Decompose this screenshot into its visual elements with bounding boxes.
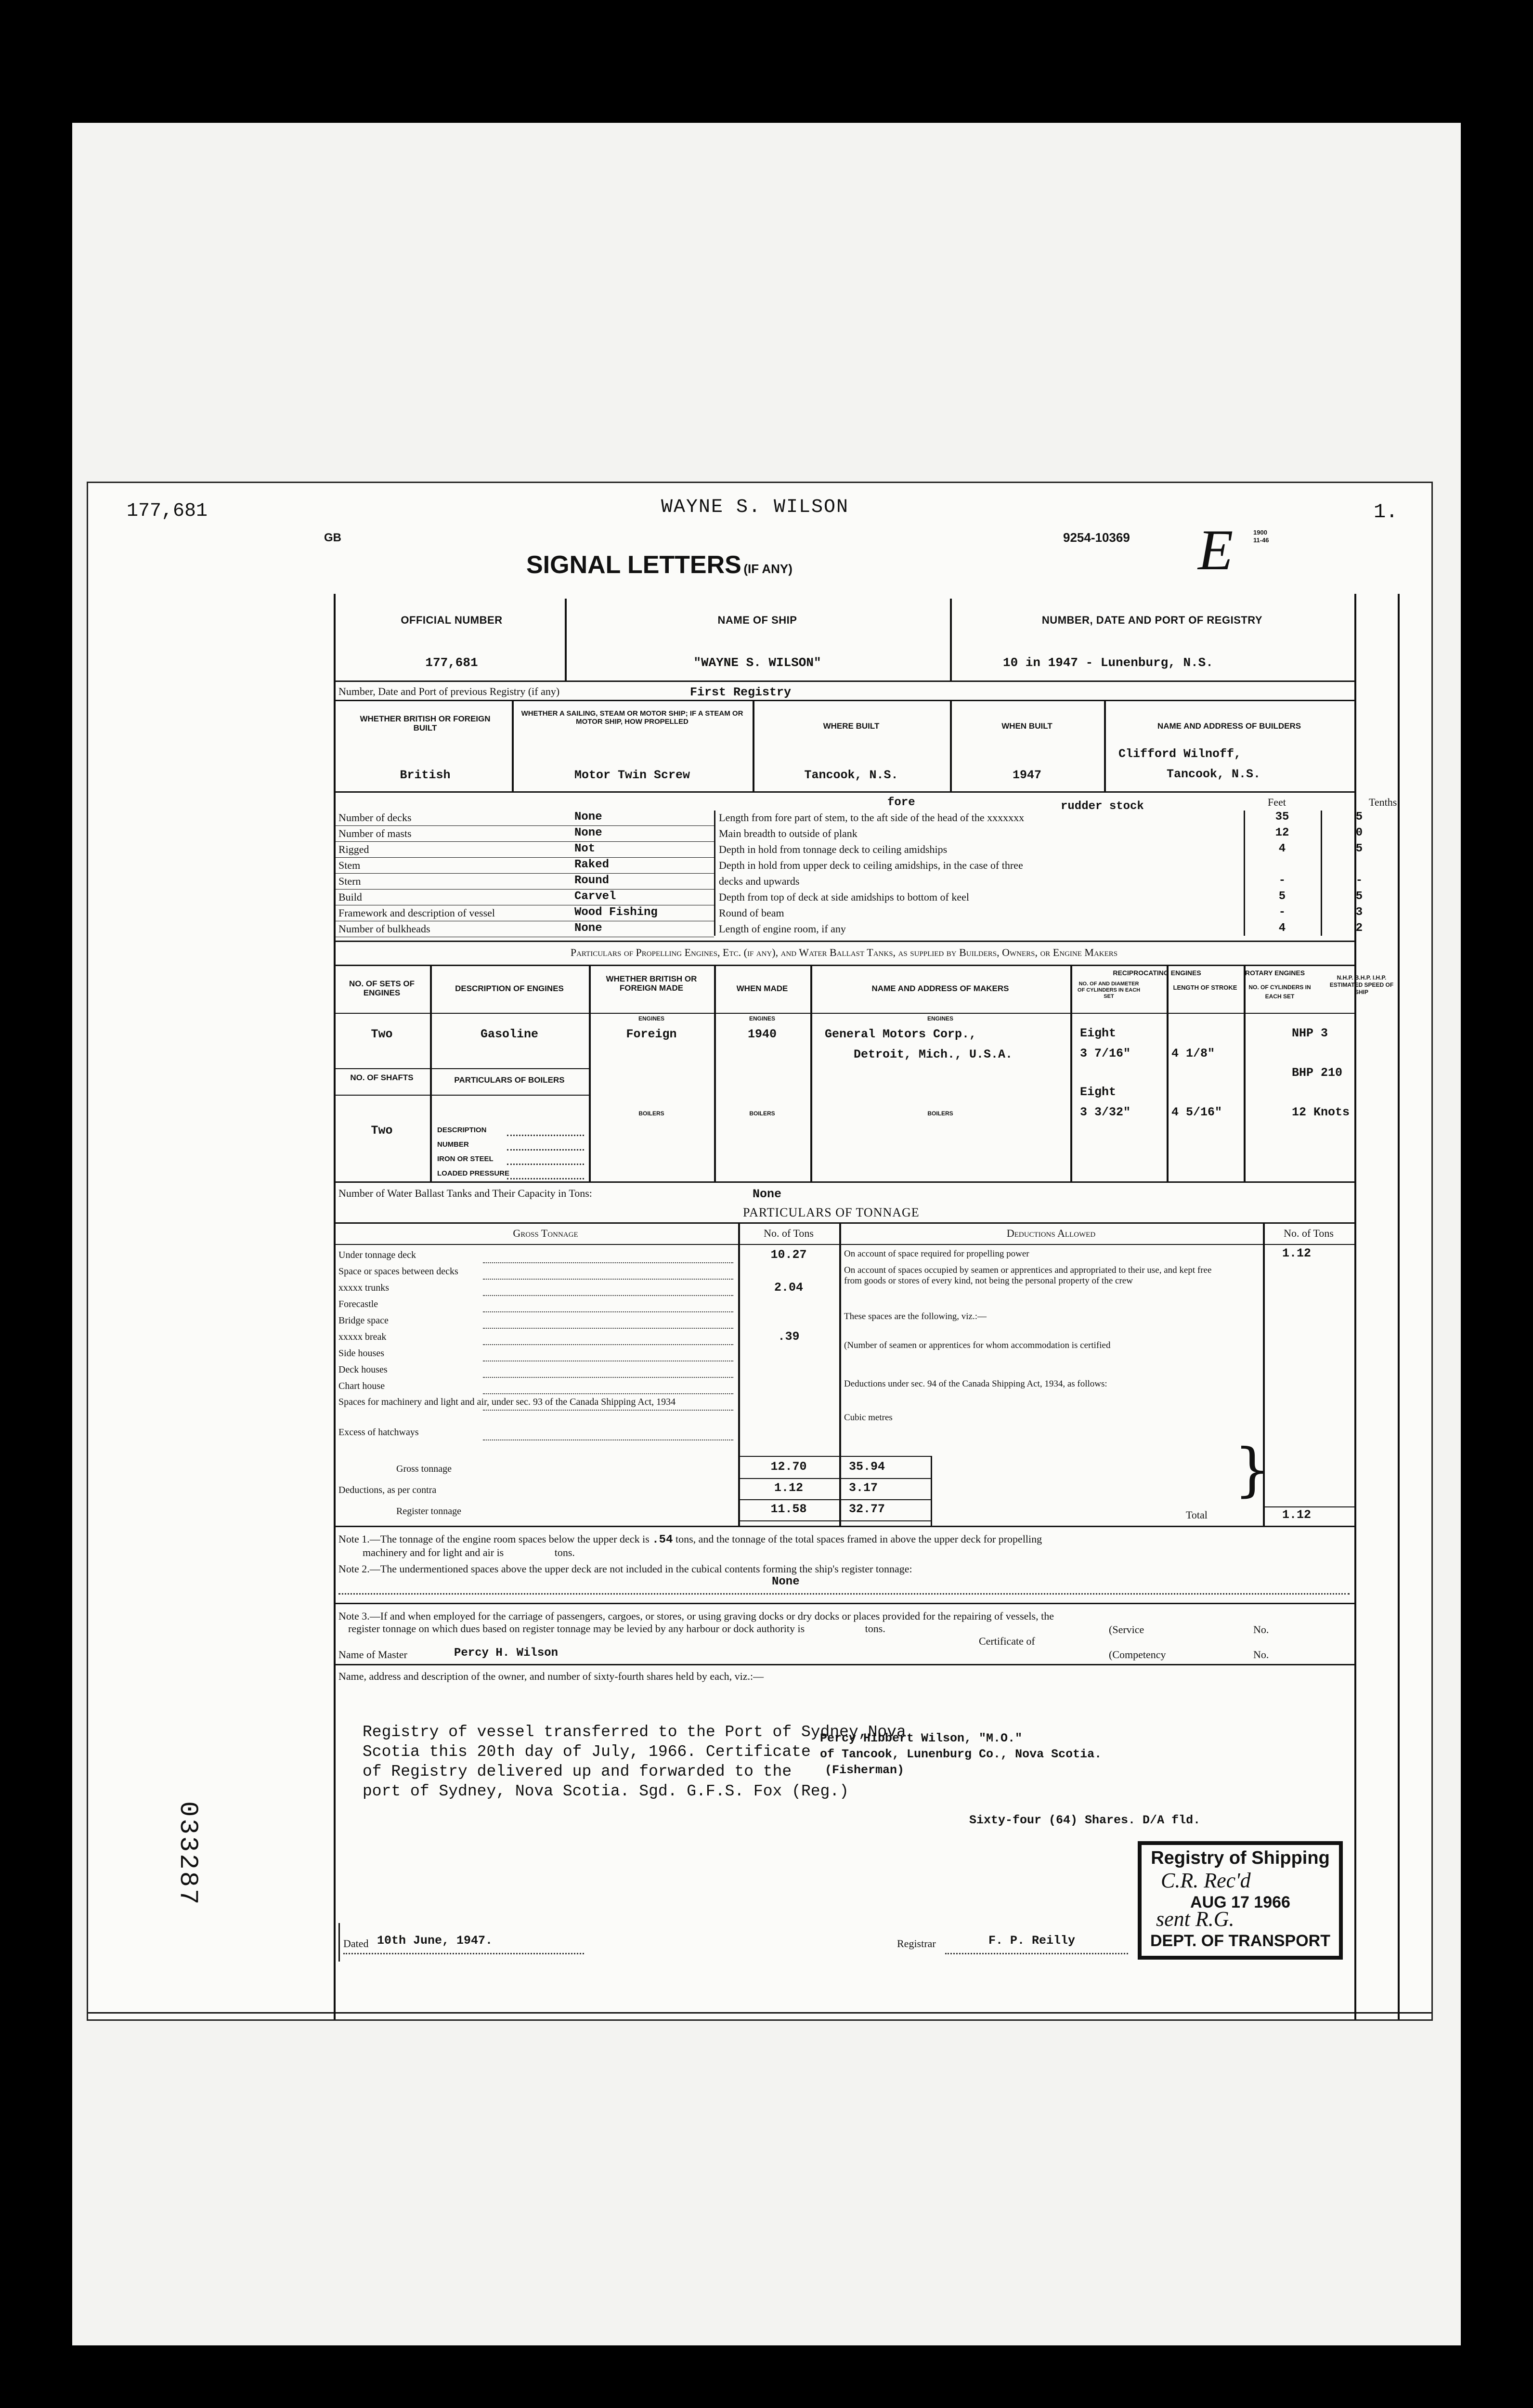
rule: [753, 700, 754, 791]
note-1-text-b: tons, and the tonnage of the total spaces framed in above the upper deck for propelling: [675, 1533, 1042, 1545]
particular-label: Stem: [338, 859, 361, 871]
engine-when-value: 1940: [747, 1027, 777, 1041]
rule: [334, 1095, 589, 1096]
note-2: Note 2.—The undermentioned spaces above the upper deck are not included in the cubical contents forming the ship's register tonnage:: [338, 1563, 912, 1575]
competency-no: No.: [1253, 1649, 1269, 1661]
water-ballast-label: Number of Water Ballast Tanks and Their Capacity in Tons:: [338, 1187, 592, 1199]
summary-cubic: 32.77: [849, 1502, 885, 1516]
rule: [334, 1068, 589, 1069]
particular-value: Carvel: [574, 890, 616, 903]
stamp-line-4: sent R.G.: [1156, 1907, 1234, 1931]
boilers-label: PARTICULARS OF BOILERS: [454, 1075, 565, 1085]
gross-row-value: 2.04: [774, 1281, 803, 1295]
rule: [512, 700, 514, 791]
rule: [334, 1181, 1354, 1183]
engines-tag: ENGINES: [927, 1015, 953, 1022]
rule: [589, 965, 591, 1181]
when-built-label: WHEN BUILT: [1001, 721, 1052, 731]
page-number: 1.: [1374, 500, 1398, 523]
gross-row-label: Excess of hatchways: [338, 1427, 419, 1438]
gross-row-label: Spaces for machinery and light and air, under sec. 93 of the Canada Shipping Act, 1934: [338, 1397, 676, 1407]
measurement-feet: 12: [1275, 826, 1289, 839]
measurement-feet: -: [1278, 874, 1286, 887]
service-label: (Service: [1109, 1623, 1144, 1636]
rule: [839, 1222, 841, 1526]
rule: [507, 1178, 584, 1179]
rule: [483, 1328, 733, 1329]
particular-label: Build: [338, 891, 362, 903]
owner-line: Percy Hibbert Wilson, "M.O.": [820, 1731, 1023, 1745]
engines-section-title: Particulars of Propelling Engines, Etc. (if any), and Water Ballast Tanks, as supplied by Builders, Owners, or Engine Makers: [570, 946, 1118, 958]
official-number-label: OFFICIAL NUMBER: [401, 614, 503, 626]
note-3: [338, 1610, 1350, 1635]
rule: [334, 1222, 1354, 1224]
rule: [738, 1520, 931, 1521]
gross-tonnage-header: Gross Tonnage: [513, 1227, 578, 1239]
rule: [430, 965, 432, 1181]
gross-row-label: Chart house: [338, 1381, 385, 1391]
tons-header: No. of Tons: [764, 1227, 814, 1239]
form-code: 9254-10369: [1063, 530, 1130, 545]
gross-row-value: 10.27: [770, 1248, 807, 1262]
deduction-line: These spaces are the following, viz.:—: [844, 1311, 987, 1322]
master-label: Name of Master: [338, 1649, 407, 1661]
rule: [738, 1478, 931, 1479]
frame-right-rule: [1354, 594, 1356, 2019]
registry-form-sheet: [87, 482, 1433, 2021]
ship-type-label: WHETHER A SAILING, STEAM OR MOTOR SHIP; IF A STEAM OR MOTOR SHIP, HOW PROPELLED: [521, 709, 743, 726]
boiler-row-label: NUMBER: [437, 1140, 469, 1149]
frame-far-right-rule: [1398, 594, 1400, 2019]
measurement-label: Main breadth to outside of plank: [719, 827, 857, 839]
rule: [88, 2012, 1431, 2014]
handwritten-letter: E: [1198, 518, 1234, 582]
transfer-line: Scotia this 20th day of July, 1966. Certificate: [363, 1743, 811, 1761]
feet-header: Feet: [1268, 796, 1286, 808]
measurement-feet: 35: [1275, 811, 1289, 824]
rule: [338, 1593, 1350, 1595]
summary-label: Register tonnage: [396, 1506, 461, 1517]
particular-value: Wood Fishing: [574, 906, 658, 919]
particular-label: Number of decks: [338, 811, 412, 824]
rule: [1263, 1506, 1354, 1507]
measurement-tenths: 2: [1355, 922, 1363, 935]
port-of-registry-label: NUMBER, DATE AND PORT OF REGISTRY: [1041, 614, 1263, 626]
note-1-value: .54: [652, 1533, 673, 1546]
when-built-value: 1947: [1012, 768, 1041, 782]
engines-tag: ENGINES: [638, 1015, 664, 1022]
measurement-label: Depth in hold from tonnage deck to ceiling amidships: [719, 843, 948, 855]
boiler-row-label: LOADED PRESSURE: [437, 1169, 510, 1178]
particular-label: Stern: [338, 875, 361, 887]
rule: [714, 965, 716, 1181]
master-value: Percy H. Wilson: [454, 1647, 559, 1660]
total-value: 1.12: [1282, 1508, 1312, 1522]
note-1: [338, 1533, 1350, 1559]
rule: [343, 1953, 584, 1954]
british-built-value: British: [400, 768, 451, 782]
summary-label: Gross tonnage: [396, 1464, 452, 1474]
measurement-tenths: 5: [1355, 811, 1363, 824]
engine-origin-value: Foreign: [626, 1027, 677, 1041]
rule: [483, 1295, 733, 1296]
engines-tag: ENGINES: [749, 1015, 775, 1022]
engine-maker-address: Detroit, Mich., U.S.A.: [854, 1047, 1013, 1061]
measurement-feet: -: [1278, 906, 1286, 919]
boilers-tag: BOILERS: [749, 1110, 775, 1117]
form-title: [526, 550, 792, 579]
deduction-line: Cubic metres: [844, 1413, 893, 1423]
rule: [334, 941, 1354, 942]
measurement-tenths: 5: [1355, 842, 1363, 855]
tons-header-right: No. of Tons: [1284, 1227, 1334, 1239]
reciprocating-label: RECIPROCATING ENGINES: [1113, 969, 1201, 977]
transfer-line: of Registry delivered up and forwarded to the: [363, 1763, 792, 1780]
measurement-feet: 5: [1278, 890, 1286, 903]
rule: [1104, 700, 1106, 791]
rule: [334, 791, 1354, 793]
rule: [334, 965, 1354, 966]
propelling-deduction-value: 1.12: [1282, 1246, 1312, 1260]
transfer-line: port of Sydney, Nova Scotia. Sgd. G.F.S. Fox (Reg.): [363, 1782, 849, 1800]
measurement-label: Depth in hold from upper deck to ceiling amidships, in the case of three: [719, 859, 1023, 871]
dated-label: Dated: [343, 1937, 369, 1950]
particular-value: None: [574, 811, 602, 824]
note-2-value: None: [772, 1575, 800, 1588]
total-label: Total: [1186, 1509, 1208, 1521]
engine-when-label: WHEN MADE: [736, 984, 788, 993]
form-code-small: 1900 11-46: [1253, 529, 1269, 544]
particular-label: Framework and description of vessel: [338, 907, 495, 919]
deductions-header: Deductions Allowed: [1006, 1227, 1096, 1239]
deduction-line: On account of spaces occupied by seamen or apprentices and appropriated to their use, and kept free from goods or stores of every kind, not being the personal property of the crew: [844, 1265, 1212, 1286]
gross-row-label: Space or spaces between decks: [338, 1266, 458, 1277]
rotary-label: ROTARY ENGINES: [1245, 969, 1305, 977]
rule: [334, 1603, 1354, 1604]
engine-sets-value: Two: [371, 1027, 393, 1041]
deduction-line: (Number of seamen or apprentices for whom accommodation is certified: [844, 1340, 1111, 1350]
measurement-label: decks and upwards: [719, 875, 800, 887]
top-left-number: 177,681: [127, 500, 208, 522]
note-3-text-c: tons.: [865, 1623, 885, 1635]
builders-label: NAME AND ADDRESS OF BUILDERS: [1157, 721, 1301, 731]
particular-label: Rigged: [338, 843, 369, 855]
frame-left-rule: [334, 594, 336, 2019]
ship-name-value: "WAYNE S. WILSON": [693, 655, 821, 670]
rudder-stock-note: rudder stock: [1061, 800, 1144, 813]
summary-cubic: 35.94: [849, 1460, 885, 1474]
water-ballast-value: None: [753, 1187, 782, 1201]
transfer-line: Registry of vessel transferred to the Port of Sydney,Nova: [363, 1723, 906, 1741]
note-1-text: Note 1.—The tonnage of the engine room spaces below the upper deck is: [338, 1533, 650, 1545]
measurement-label: Length of engine room, if any: [719, 923, 846, 935]
gross-row-value: .39: [778, 1330, 800, 1344]
rule: [334, 681, 1354, 682]
cylinders-label: NO. OF CYLINDERS IN EACH SET: [1248, 984, 1311, 1000]
official-number-value: 177,681: [425, 655, 478, 670]
competency-label: (Competency: [1109, 1649, 1166, 1661]
stroke-label: LENGTH OF STROKE: [1173, 984, 1237, 991]
where-built-value: Tancook, N.S.: [804, 768, 898, 782]
rule: [714, 811, 715, 936]
gross-row-label: Under tonnage deck: [338, 1250, 416, 1260]
rule: [565, 599, 567, 681]
rule: [334, 1664, 1354, 1665]
nhp-label: N.H.P. B.H.P. I.H.P. ESTIMATED SPEED OF SHIP: [1329, 974, 1394, 995]
builder-name: Clifford Wilnoff,: [1118, 747, 1242, 761]
gross-row-label: Forecastle: [338, 1299, 378, 1309]
measurement-tenths: 3: [1355, 906, 1363, 919]
rule: [483, 1279, 733, 1280]
engine-makers-label: NAME AND ADDRESS OF MAKERS: [871, 984, 1009, 993]
top-center-name: WAYNE S. WILSON: [661, 497, 849, 518]
tonnage-title: PARTICULARS OF TONNAGE: [743, 1205, 920, 1219]
rule: [483, 1377, 733, 1378]
boilers-tag: BOILERS: [927, 1110, 953, 1117]
particular-value: Round: [574, 874, 610, 887]
gross-row-label: xxxxx trunks: [338, 1283, 389, 1293]
rule: [483, 1344, 733, 1345]
measurement-tenths: -: [1355, 874, 1363, 887]
stamp-line-5: DEPT. OF TRANSPORT: [1150, 1932, 1331, 1950]
rule: [738, 1499, 931, 1500]
previous-registry-label: Number, Date and Port of previous Registry (if any): [338, 685, 560, 697]
rule: [1167, 965, 1169, 1181]
summary-label: Deductions, as per contra: [338, 1485, 437, 1495]
boiler-row-label: DESCRIPTION: [437, 1126, 487, 1134]
stamp-line-2: C.R. Rec'd: [1161, 1869, 1251, 1892]
deduction-line: On account of space required for propelling power: [844, 1249, 1029, 1259]
shafts-label: NO. OF SHAFTS: [350, 1073, 414, 1082]
rule: [507, 1149, 584, 1151]
rule: [507, 1164, 584, 1165]
port-of-registry-value: 10 in 1947 - Lunenburg, N.S.: [1003, 655, 1213, 670]
stamp-line-1: Registry of Shipping: [1151, 1848, 1330, 1868]
rule: [334, 825, 714, 826]
particular-value: None: [574, 826, 602, 839]
speed-value: 12 Knots: [1292, 1105, 1350, 1119]
measurement-feet: 4: [1278, 842, 1286, 855]
rule: [950, 700, 952, 791]
rule: [1070, 965, 1072, 1181]
certificate-label: Certificate of: [979, 1635, 1035, 1647]
gross-row-label: xxxxx break: [338, 1332, 387, 1342]
rule: [483, 1410, 733, 1411]
side-number: 033287: [173, 1801, 202, 1907]
registry-stamp: [1138, 1841, 1343, 1960]
gross-row-label: Bridge space: [338, 1315, 389, 1326]
summary-cubic: 3.17: [849, 1481, 878, 1495]
rule: [945, 1953, 1128, 1954]
particular-label: Number of bulkheads: [338, 923, 430, 935]
sets-of-engines-label: NO. OF SETS OF ENGINES: [349, 979, 415, 997]
rule: [1321, 811, 1322, 936]
measurement-label: Depth from top of deck at side amidships to bottom of keel: [719, 891, 969, 903]
note-3-text-b: register tonnage on which dues based on register tonnage may be levied by any harbour or dock authority is: [348, 1623, 805, 1635]
measurement-tenths: 0: [1355, 826, 1363, 839]
cylinder-diameter-label: NO. OF AND DIAMETER OF CYLINDERS IN EACH SET: [1077, 981, 1141, 999]
diameter-1: 3 7/16": [1080, 1047, 1131, 1060]
rule: [1244, 965, 1246, 1181]
rule: [483, 1311, 733, 1312]
rule: [334, 1013, 1354, 1014]
summary-tons: 11.58: [770, 1502, 807, 1516]
engine-description-label: DESCRIPTION OF ENGINES: [455, 984, 564, 993]
owner-line: of Tancook, Lunenburg Co., Nova Scotia.: [820, 1747, 1102, 1761]
british-built-label: WHETHER BRITISH OR FOREIGN BUILT: [360, 714, 491, 733]
engine-maker-name: General Motors Corp.,: [825, 1027, 977, 1041]
particular-value: Raked: [574, 858, 610, 871]
boiler-row-label: IRON OR STEEL: [437, 1155, 494, 1163]
rule: [334, 841, 714, 842]
shafts-value: Two: [371, 1124, 393, 1138]
stamp-line-3: AUG 17 1966: [1190, 1893, 1290, 1911]
owners-label: Name, address and description of the owner, and number of sixty-fourth shares held by each, viz.:—: [338, 1670, 764, 1682]
brace: }: [1234, 1437, 1271, 1504]
registrar-label: Registrar: [897, 1937, 936, 1950]
rule: [738, 1222, 740, 1526]
bhp-value: BHP 210: [1292, 1066, 1343, 1080]
note-1-text-c: machinery and for light and air is: [363, 1546, 504, 1558]
rule: [738, 1456, 931, 1457]
nhp-value: NHP 3: [1292, 1026, 1328, 1040]
rule: [334, 700, 1354, 701]
fore-note: fore: [887, 796, 915, 809]
rule: [338, 1923, 340, 1962]
signal-letters-suffix: (IF ANY): [743, 562, 792, 576]
rule: [507, 1135, 584, 1136]
service-no: No.: [1253, 1623, 1269, 1636]
rule: [931, 1456, 932, 1526]
summary-tons: 1.12: [774, 1481, 803, 1495]
dated-value: 10th June, 1947.: [377, 1934, 493, 1948]
particular-value: Not: [574, 842, 596, 855]
registrar-value: F. P. Reilly: [988, 1934, 1076, 1948]
measurement-tenths: 5: [1355, 890, 1363, 903]
owner-line: (Fisherman): [825, 1763, 905, 1777]
where-built-label: WHERE BUILT: [823, 721, 880, 731]
ship-type-value: Motor Twin Screw: [574, 768, 690, 782]
gross-row-label: Side houses: [338, 1348, 384, 1359]
rule: [334, 857, 714, 858]
rule: [810, 965, 812, 1181]
gross-row-label: Deck houses: [338, 1364, 388, 1375]
gb-mark: GB: [324, 531, 341, 544]
builder-address: Tancook, N.S.: [1167, 767, 1261, 781]
rule: [334, 1526, 1354, 1527]
rule: [950, 599, 952, 681]
engine-description-value: Gasoline: [480, 1027, 539, 1041]
rule: [334, 873, 714, 874]
signal-letters-title: SIGNAL LETTERS: [526, 551, 741, 579]
stroke-1: 4 1/8": [1171, 1047, 1215, 1060]
note-1-text-d: tons.: [554, 1546, 575, 1558]
diameter-2: 3 3/32": [1080, 1105, 1131, 1119]
measurement-label: Length from fore part of stem, to the aft side of the head of the xxxxxxx: [719, 811, 1025, 824]
note-3-text: Note 3.—If and when employed for the carriage of passengers, cargoes, or stores, or using graving docks or dry docks or places provided for the repairing of vessels, the: [338, 1610, 1054, 1622]
measurement-feet: 4: [1278, 922, 1286, 935]
rule: [483, 1262, 733, 1263]
stroke-2: 4 5/16": [1171, 1105, 1222, 1119]
particular-label: Number of masts: [338, 827, 412, 839]
shares-value: Sixty-four (64) Shares. D/A fld.: [969, 1813, 1201, 1827]
summary-tons: 12.70: [770, 1460, 807, 1474]
deduction-line: Deductions under sec. 94 of the Canada Shipping Act, 1934, as follows:: [844, 1379, 1107, 1389]
rule: [334, 1244, 1354, 1245]
ship-name-label: NAME OF SHIP: [717, 614, 797, 626]
boilers-tag: BOILERS: [638, 1110, 664, 1117]
tenths-header: Tenths: [1369, 796, 1397, 808]
measurement-label: Round of beam: [719, 907, 784, 919]
particular-value: None: [574, 922, 602, 935]
rule: [1244, 811, 1245, 936]
rule: [334, 889, 714, 890]
previous-registry-value: First Registry: [690, 685, 792, 699]
rule: [483, 1393, 733, 1394]
engine-origin-label: WHETHER BRITISH OR FOREIGN MADE: [606, 974, 697, 993]
cylinders-1: Eight: [1080, 1026, 1117, 1040]
cylinders-2: Eight: [1080, 1085, 1117, 1099]
